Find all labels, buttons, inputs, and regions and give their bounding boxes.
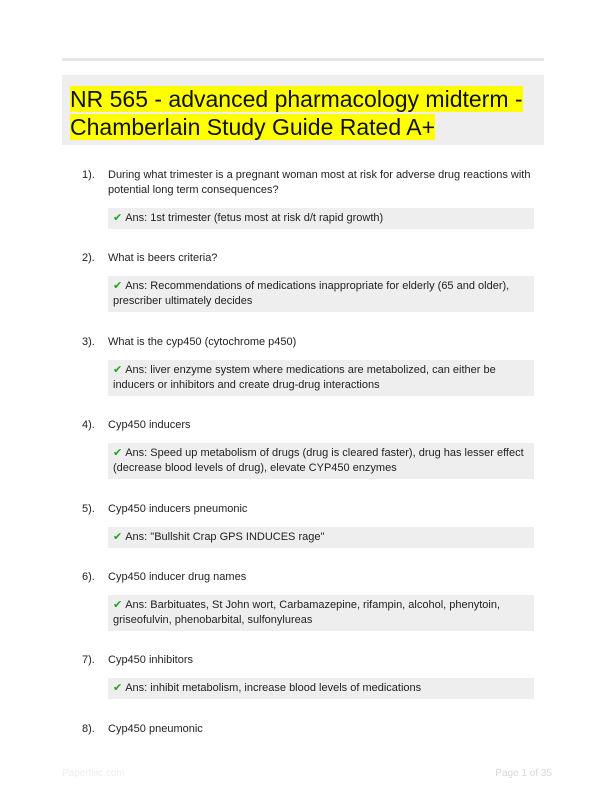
answer-box [108,527,534,548]
question-number: 8). [82,723,95,735]
question-number: 4). [82,419,95,431]
check-icon: ✔ [113,212,123,224]
top-divider [62,58,544,61]
question-number: 5). [82,503,95,515]
question-number: 3). [82,336,95,348]
title-banner [62,75,544,145]
question-text: Cyp450 inducers pneumonic [108,503,248,515]
footer-watermark: Paperfiiic.com [62,768,125,779]
question-text: Cyp450 inducer drug names [108,571,247,583]
check-icon: ✔ [113,599,123,611]
answer-box [108,276,534,312]
answer-text: Ans: Speed up metabolism of drugs (drug is cleared faster), drug has lesser effect (decrease blood levels of drug), elevate CYP450 enzymes [113,447,524,474]
check-icon: ✔ [113,682,123,694]
check-icon: ✔ [113,447,123,459]
question-text: What is the cyp450 (cytochrome p450) [108,336,297,348]
answer-text: Ans: Recommendations of medications inappropriate for elderly (65 and older), prescriber ultimately decides [113,280,510,307]
question-number: 2). [82,252,95,264]
answer-box [108,595,534,631]
answer-box [108,678,534,699]
answer-box [108,360,534,396]
question-text: Cyp450 inducers [108,419,191,431]
question-text: Cyp450 inhibitors [108,654,193,666]
check-icon: ✔ [113,280,123,292]
answer-text: Ans: liver enzyme system where medications are metabolized, can either be inducers or inhibitors and create drug-drug interactions [113,364,496,391]
answer-box [108,208,534,229]
answer-text: Ans: 1st trimester (fetus most at risk d/t rapid growth) [125,212,384,224]
question-number: 6). [82,571,95,583]
question-number: 1). [82,169,95,181]
question-number: 7). [82,654,95,666]
document-title: NR 565 - advanced pharmacology midterm - Chamberlain Study Guide Rated A+ [70,86,523,140]
page-number: Page 1 of 35 [495,768,552,779]
answer-text: Ans: Barbituates, St John wort, Carbamazepine, rifampin, alcohol, phenytoin, griseofulvin, phenobarbital, sulfonylureas [113,599,501,626]
check-icon: ✔ [113,364,123,376]
question-text: What is beers criteria? [108,252,218,264]
answer-box [108,443,534,479]
question-text: During what trimester is a pregnant woman most at risk for adverse drug reactions with potential long term consequences? [108,169,531,196]
check-icon: ✔ [113,531,123,543]
question-text: Cyp450 pneumonic [108,723,203,735]
answer-text: Ans: "Bullshit Crap GPS INDUCES rage" [125,531,325,543]
answer-text: Ans: inhibit metabolism, increase blood levels of medications [125,682,422,694]
